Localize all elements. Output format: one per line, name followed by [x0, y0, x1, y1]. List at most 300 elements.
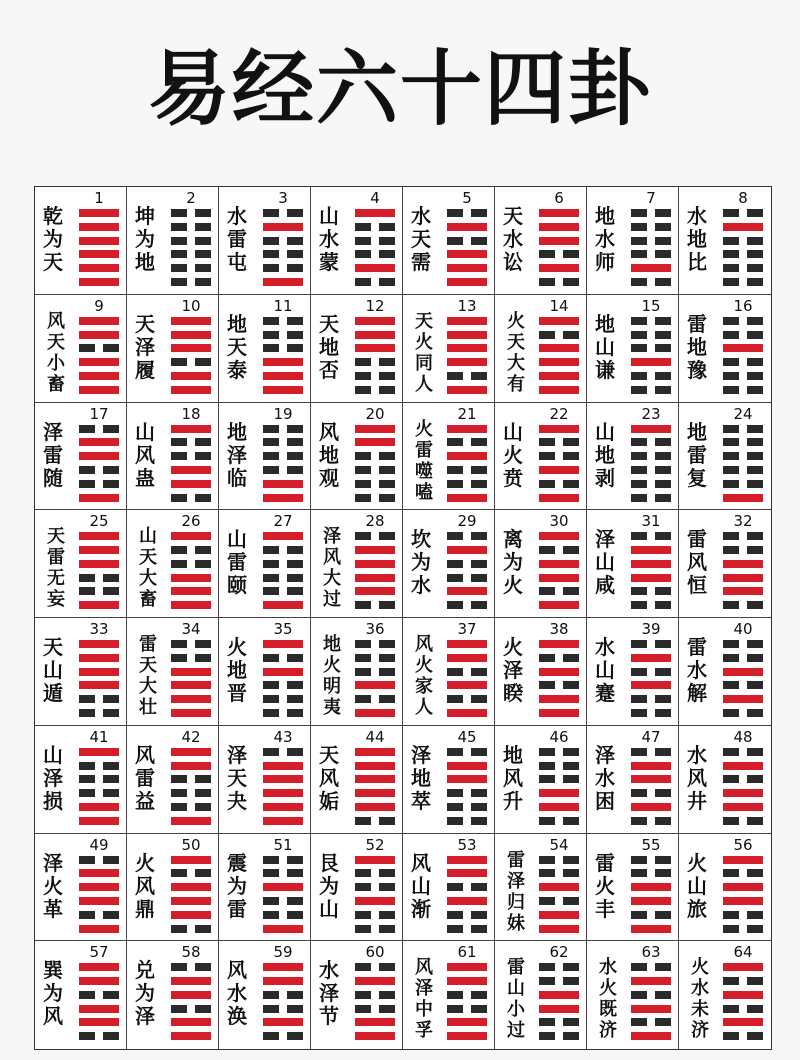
yang-line	[263, 803, 303, 811]
hexagram-cell	[311, 941, 403, 1049]
hexagram-number: 8	[738, 189, 748, 207]
yang-line	[79, 372, 119, 380]
yang-line	[355, 748, 395, 756]
yang-line	[447, 264, 487, 272]
yin-line	[539, 654, 579, 662]
hexagram-name: 火 雷 噬 嗑	[415, 418, 433, 503]
hexagram-symbol	[631, 317, 671, 394]
yang-line	[263, 480, 303, 488]
yang-line	[723, 560, 763, 568]
hexagram-symbol	[447, 963, 487, 1040]
yang-line	[539, 532, 579, 540]
yang-line	[539, 466, 579, 474]
yang-line	[79, 681, 119, 689]
hexagram-number: 5	[462, 189, 472, 207]
yin-line	[263, 237, 303, 245]
yin-line	[723, 869, 763, 877]
hexagram-number: 25	[89, 512, 109, 531]
hexagram-symbol	[723, 425, 763, 502]
hexagram-symbol	[355, 425, 395, 502]
yang-line	[723, 963, 763, 971]
hexagram-cell	[679, 187, 771, 295]
hexagram-cell	[35, 618, 127, 726]
hexagram-name: 天 水 讼	[503, 204, 523, 274]
yang-line	[447, 386, 487, 394]
yin-line	[539, 250, 579, 258]
hexagram-number: 33	[89, 620, 109, 638]
yang-line	[79, 278, 119, 286]
yin-line	[447, 209, 487, 217]
yin-line	[171, 223, 211, 231]
yang-line	[171, 668, 211, 676]
hexagram-name: 风 山 渐	[411, 850, 431, 921]
hexagram-number: 42	[181, 727, 201, 746]
hexagram-symbol	[723, 532, 763, 609]
yang-line	[263, 762, 303, 770]
yang-line	[171, 977, 211, 985]
yang-line	[79, 869, 119, 877]
yin-line	[79, 789, 119, 797]
hexagram-name: 天 泽 履	[135, 311, 155, 382]
hexagram-symbol	[539, 856, 579, 933]
hexagram-number: 26	[181, 512, 201, 531]
hexagram-name: 水 山 蹇	[595, 635, 615, 705]
yang-line	[171, 991, 211, 999]
hexagram-cell	[679, 403, 771, 511]
yang-line	[355, 803, 395, 811]
yin-line	[171, 452, 211, 460]
yin-line	[723, 466, 763, 474]
yin-line	[539, 1018, 579, 1026]
yin-line	[723, 654, 763, 662]
yin-line	[263, 438, 303, 446]
hexagram-cell	[35, 295, 127, 403]
hexagram-name: 风 雷 益	[135, 742, 155, 813]
yin-line	[263, 911, 303, 919]
hexagram-name: 山 地 剥	[595, 419, 615, 490]
hexagram-cell	[127, 726, 219, 834]
yin-line	[355, 494, 395, 502]
yin-line	[631, 331, 671, 339]
hexagram-cell	[35, 187, 127, 295]
page-title: 易经六十四卦	[147, 42, 652, 137]
yin-line	[631, 494, 671, 502]
yin-line	[723, 438, 763, 446]
yang-line	[263, 278, 303, 286]
hexagram-number: 47	[641, 727, 661, 746]
hexagram-cell	[127, 187, 219, 295]
yin-line	[539, 963, 579, 971]
hexagram-cell	[495, 941, 587, 1049]
yin-line	[631, 372, 671, 380]
hexagram-symbol	[631, 748, 671, 825]
hexagram-name: 泽 火 革	[43, 850, 63, 921]
yin-line	[631, 587, 671, 595]
hexagram-cell	[127, 618, 219, 726]
hexagram-number: 54	[549, 835, 569, 854]
yin-line	[171, 963, 211, 971]
yang-line	[263, 789, 303, 797]
yang-line	[263, 668, 303, 676]
hexagram-cell	[311, 187, 403, 295]
yin-line	[171, 494, 211, 502]
hexagram-symbol	[631, 425, 671, 502]
hexagram-number: 63	[641, 943, 661, 962]
yang-line	[171, 344, 211, 352]
hexagram-number: 20	[365, 404, 385, 423]
hexagram-symbol	[79, 425, 119, 502]
yang-line	[171, 817, 211, 825]
hexagram-number: 11	[273, 296, 293, 315]
yin-line	[263, 681, 303, 689]
yang-line	[447, 654, 487, 662]
hexagram-symbol	[79, 856, 119, 933]
hexagram-name: 风 水 涣	[227, 958, 247, 1029]
hexagram-cell	[679, 726, 771, 834]
hexagram-number: 53	[457, 835, 477, 854]
yang-line	[79, 654, 119, 662]
hexagram-name: 天 山 遁	[43, 635, 63, 705]
yin-line	[631, 601, 671, 609]
hexagram-name: 火 水 未 济	[691, 957, 709, 1042]
yin-line	[631, 991, 671, 999]
hexagram-symbol	[447, 640, 487, 717]
hexagram-number: 56	[733, 835, 753, 854]
yin-line	[631, 709, 671, 717]
hexagram-symbol	[447, 532, 487, 609]
yang-line	[263, 372, 303, 380]
yang-line	[355, 762, 395, 770]
hexagram-cell	[311, 726, 403, 834]
hexagram-cell	[219, 187, 311, 295]
yang-line	[539, 601, 579, 609]
hexagram-name: 山 水 蒙	[319, 204, 339, 274]
hexagram-cell	[219, 403, 311, 511]
yin-line	[723, 209, 763, 217]
yang-line	[447, 897, 487, 905]
yin-line	[631, 250, 671, 258]
yin-line	[79, 856, 119, 864]
hexagram-cell	[219, 618, 311, 726]
yin-line	[171, 438, 211, 446]
yin-line	[447, 695, 487, 703]
hexagram-cell	[495, 187, 587, 295]
hexagram-symbol	[263, 748, 303, 825]
yin-line	[171, 925, 211, 933]
yang-line	[79, 883, 119, 891]
hexagram-cell	[127, 403, 219, 511]
hexagram-cell	[219, 295, 311, 403]
hexagram-number: 22	[549, 404, 569, 423]
yin-line	[723, 317, 763, 325]
yang-line	[631, 358, 671, 366]
yang-line	[355, 977, 395, 985]
yang-line	[171, 425, 211, 433]
hexagram-symbol	[263, 856, 303, 933]
yin-line	[723, 1032, 763, 1040]
hexagram-name: 雷 山 小 过	[507, 957, 525, 1042]
yin-line	[723, 775, 763, 783]
hexagram-cell	[587, 187, 679, 295]
yang-line	[355, 587, 395, 595]
hexagram-symbol	[79, 640, 119, 717]
hexagram-cell	[403, 403, 495, 511]
yin-line	[631, 480, 671, 488]
hexagram-name: 泽 水 困	[595, 742, 615, 813]
yin-line	[723, 681, 763, 689]
yang-line	[631, 897, 671, 905]
yang-line	[539, 560, 579, 568]
yang-line	[539, 264, 579, 272]
yin-line	[263, 425, 303, 433]
hexagram-name: 水 雷 屯	[227, 204, 247, 274]
hexagram-cell	[219, 834, 311, 942]
hexagram-name: 泽 山 咸	[595, 527, 615, 598]
hexagram-symbol	[723, 317, 763, 394]
hexagram-cell	[495, 510, 587, 618]
hexagram-name: 水 火 既 济	[599, 957, 617, 1042]
hexagram-number: 57	[89, 943, 109, 962]
hexagram-number: 61	[457, 943, 477, 962]
yang-line	[539, 237, 579, 245]
hexagram-cell	[495, 295, 587, 403]
yang-line	[447, 331, 487, 339]
hexagram-grid	[34, 186, 772, 1050]
hexagram-number: 21	[457, 404, 477, 423]
yin-line	[723, 264, 763, 272]
hexagram-name: 山 泽 损	[43, 742, 63, 813]
hexagram-symbol	[447, 425, 487, 502]
hexagram-name: 雷 天 大 壮	[139, 634, 157, 718]
hexagram-name: 地 风 升	[503, 742, 523, 813]
yang-line	[539, 668, 579, 676]
hexagram-name: 雷 风 恒	[687, 527, 707, 598]
hexagram-name: 火 山 旅	[687, 850, 707, 921]
hexagram-number: 3	[278, 189, 288, 207]
yin-line	[355, 668, 395, 676]
hexagram-number: 13	[457, 296, 477, 315]
yin-line	[263, 546, 303, 554]
hexagram-name: 艮 为 山	[319, 850, 339, 921]
yin-line	[79, 709, 119, 717]
hexagram-name: 乾 为 天	[43, 204, 63, 274]
hexagram-name: 风 天 小 畜	[47, 310, 65, 395]
hexagram-symbol	[539, 963, 579, 1040]
yin-line	[79, 587, 119, 595]
yang-line	[171, 574, 211, 582]
yang-line	[79, 640, 119, 648]
yang-line	[263, 601, 303, 609]
hexagram-symbol	[355, 532, 395, 609]
yang-line	[171, 480, 211, 488]
hexagram-number: 30	[549, 512, 569, 531]
hexagram-name: 山 火 贲	[503, 419, 523, 490]
yin-line	[263, 695, 303, 703]
yin-line	[263, 1005, 303, 1013]
yin-line	[171, 1005, 211, 1013]
hexagram-name: 火 泽 睽	[503, 635, 523, 705]
hexagram-number: 4	[370, 189, 380, 207]
hexagram-name: 天 雷 无 妄	[47, 526, 65, 611]
yin-line	[631, 817, 671, 825]
yin-line	[355, 278, 395, 286]
hexagram-number: 29	[457, 512, 477, 531]
hexagram-symbol	[79, 748, 119, 825]
hexagram-name: 兑 为 泽	[135, 958, 155, 1029]
yin-line	[447, 748, 487, 756]
hexagram-symbol	[171, 856, 211, 933]
yin-line	[79, 762, 119, 770]
yang-line	[355, 1032, 395, 1040]
hexagram-name: 地 雷 复	[687, 419, 707, 490]
yin-line	[355, 869, 395, 877]
yang-line	[171, 709, 211, 717]
hexagram-number: 12	[365, 296, 385, 315]
yang-line	[447, 425, 487, 433]
hexagram-cell	[587, 295, 679, 403]
yang-line	[355, 209, 395, 217]
hexagram-cell	[403, 510, 495, 618]
yang-line	[355, 709, 395, 717]
yang-line	[171, 856, 211, 864]
yang-line	[447, 250, 487, 258]
yin-line	[171, 560, 211, 568]
hexagram-cell	[35, 834, 127, 942]
yin-line	[355, 654, 395, 662]
hexagram-number: 41	[89, 727, 109, 746]
yang-line	[79, 817, 119, 825]
hexagram-name: 天 风 姤	[319, 742, 339, 813]
yang-line	[539, 803, 579, 811]
yang-line	[355, 264, 395, 272]
hexagram-symbol	[79, 209, 119, 286]
hexagram-symbol	[171, 532, 211, 609]
hexagram-name: 山 天 大 畜	[139, 526, 157, 611]
yin-line	[631, 386, 671, 394]
yin-line	[447, 601, 487, 609]
yin-line	[631, 317, 671, 325]
yin-line	[539, 546, 579, 554]
hexagram-name: 火 地 晋	[227, 635, 247, 705]
hexagram-symbol	[171, 640, 211, 717]
yang-line	[355, 344, 395, 352]
yin-line	[539, 438, 579, 446]
yin-line	[355, 911, 395, 919]
yang-line	[723, 883, 763, 891]
yin-line	[171, 640, 211, 648]
yin-line	[79, 466, 119, 474]
yin-line	[263, 574, 303, 582]
yin-line	[631, 963, 671, 971]
hexagram-name: 地 泽 临	[227, 419, 247, 490]
hexagram-symbol	[171, 963, 211, 1040]
yang-line	[263, 775, 303, 783]
hexagram-name: 巽 为 风	[43, 958, 63, 1029]
yin-line	[79, 911, 119, 919]
hexagram-symbol	[723, 856, 763, 933]
hexagram-cell	[679, 941, 771, 1049]
hexagram-number: 59	[273, 943, 293, 962]
yin-line	[539, 587, 579, 595]
yin-line	[447, 668, 487, 676]
hexagram-symbol	[539, 640, 579, 717]
hexagram-number: 18	[181, 404, 201, 423]
yin-line	[539, 331, 579, 339]
yang-line	[263, 977, 303, 985]
yin-line	[723, 358, 763, 366]
yin-line	[631, 1018, 671, 1026]
yin-line	[355, 601, 395, 609]
hexagram-number: 7	[646, 189, 656, 207]
yang-line	[79, 532, 119, 540]
hexagram-cell	[679, 295, 771, 403]
yin-line	[539, 897, 579, 905]
hexagram-name: 雷 地 豫	[687, 311, 707, 382]
yin-line	[171, 546, 211, 554]
hexagram-cell	[403, 295, 495, 403]
yin-line	[447, 817, 487, 825]
yin-line	[263, 209, 303, 217]
yang-line	[171, 897, 211, 905]
hexagram-symbol	[263, 425, 303, 502]
hexagram-symbol	[263, 963, 303, 1040]
yang-line	[539, 358, 579, 366]
hexagram-number: 60	[365, 943, 385, 962]
yin-line	[447, 480, 487, 488]
yang-line	[723, 223, 763, 231]
yang-line	[79, 977, 119, 985]
yang-line	[263, 925, 303, 933]
hexagram-cell	[587, 834, 679, 942]
yin-line	[171, 264, 211, 272]
hexagram-symbol	[263, 317, 303, 394]
yin-line	[263, 1032, 303, 1040]
yin-line	[723, 546, 763, 554]
yang-line	[171, 587, 211, 595]
yin-line	[631, 869, 671, 877]
yin-line	[539, 775, 579, 783]
yang-line	[539, 883, 579, 891]
hexagram-symbol	[539, 425, 579, 502]
hexagram-number: 50	[181, 835, 201, 854]
hexagram-cell	[35, 941, 127, 1049]
hexagram-number: 31	[641, 512, 661, 531]
hexagram-cell	[311, 834, 403, 942]
yin-line	[355, 466, 395, 474]
hexagram-name: 天 火 同 人	[415, 310, 433, 395]
hexagram-symbol	[631, 209, 671, 286]
hexagram-symbol	[263, 532, 303, 609]
hexagram-cell	[35, 726, 127, 834]
yang-line	[447, 681, 487, 689]
yin-line	[539, 278, 579, 286]
yang-line	[263, 963, 303, 971]
yang-line	[539, 425, 579, 433]
yin-line	[263, 991, 303, 999]
hexagram-symbol	[631, 856, 671, 933]
hexagram-number: 45	[457, 727, 477, 746]
yin-line	[355, 640, 395, 648]
yin-line	[539, 977, 579, 985]
yin-line	[79, 480, 119, 488]
yin-line	[447, 883, 487, 891]
yin-line	[79, 775, 119, 783]
yang-line	[263, 532, 303, 540]
yin-line	[263, 331, 303, 339]
yang-line	[723, 991, 763, 999]
hexagram-name: 坎 为 水	[411, 527, 431, 598]
yang-line	[171, 748, 211, 756]
